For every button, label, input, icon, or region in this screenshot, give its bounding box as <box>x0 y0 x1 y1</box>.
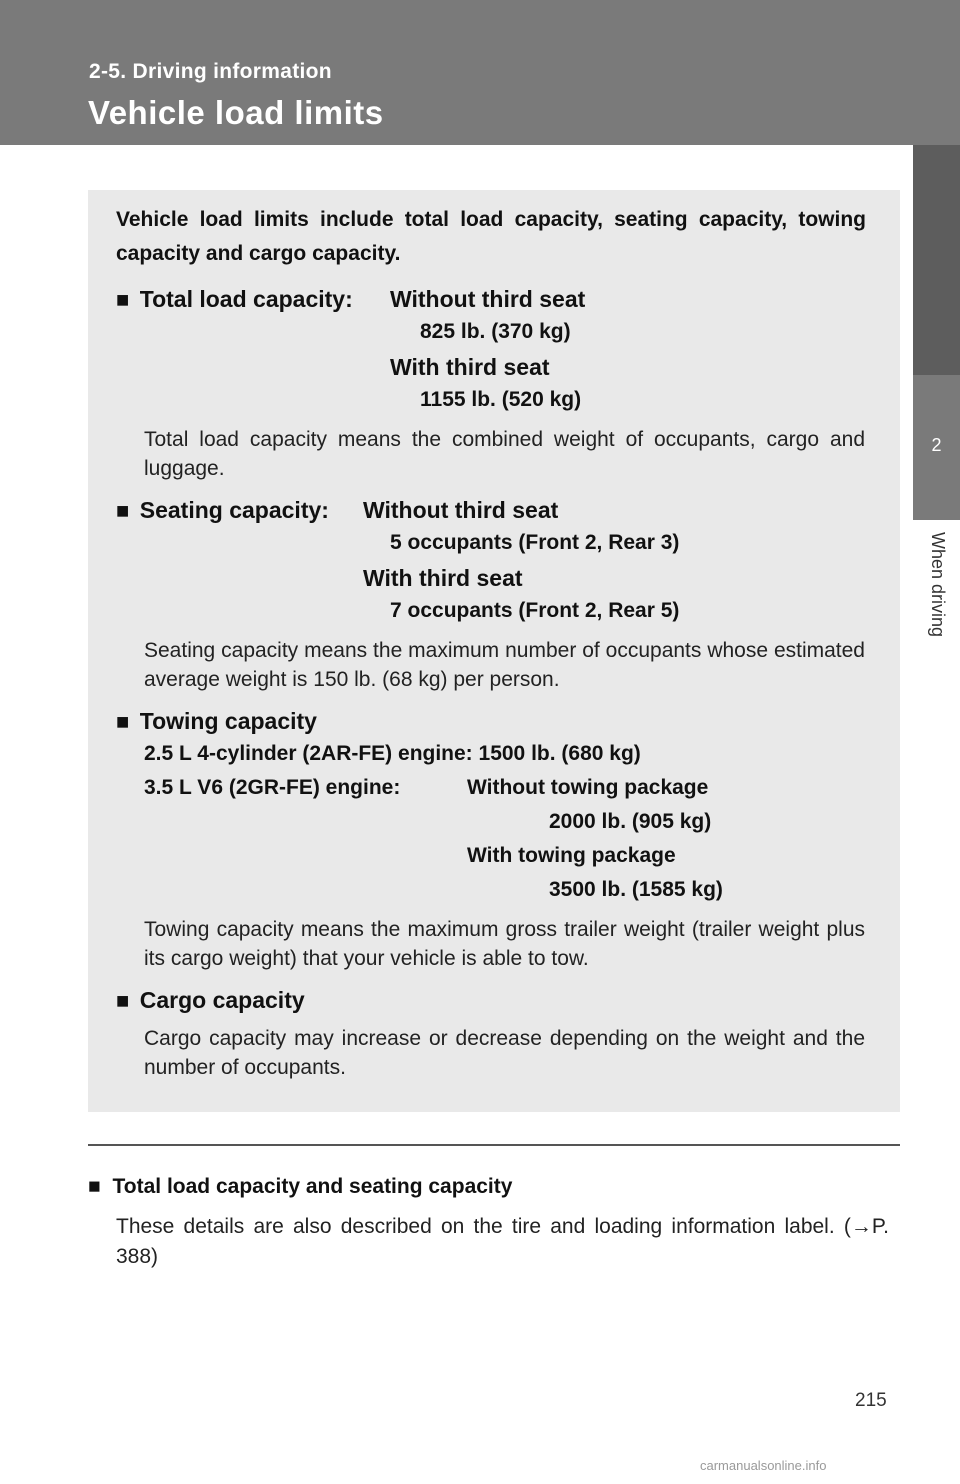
section-label: 2-5. Driving information <box>89 60 332 83</box>
seating-opt2-value: 7 occupants (Front 2, Rear 5) <box>390 599 680 622</box>
cargo-item <box>116 987 305 1014</box>
bullet-square-icon: ■ <box>116 287 130 312</box>
seating-opt1-value: 5 occupants (Front 2, Rear 3) <box>390 531 680 554</box>
side-tab-top <box>913 145 960 375</box>
total-load-desc: Total load capacity means the combined weight of occupants, cargo and luggage. <box>144 428 865 480</box>
note-heading: Total load capacity and seating capacity <box>112 1175 513 1198</box>
cargo-heading: Cargo capacity <box>139 987 305 1013</box>
towing-item <box>116 708 317 735</box>
towing-line-2ar: 2.5 L 4-cylinder (2AR-FE) engine: 1500 lb. (680 kg) <box>144 742 641 765</box>
total-load-opt2-label: With third seat <box>390 354 550 380</box>
total-load-item <box>116 286 353 313</box>
watermark: carmanualsonline.info <box>700 1458 827 1473</box>
note-heading-row <box>88 1175 512 1199</box>
towing-opt1-label: Without towing package <box>467 776 709 799</box>
intro-text: Vehicle load limits include total load capacity, seating capacity, towing capacity and cargo capacity. <box>116 208 866 265</box>
bullet-square-icon: ■ <box>116 498 130 523</box>
page-title: Vehicle load limits <box>88 94 384 131</box>
chapter-label: When driving <box>927 532 948 638</box>
towing-heading: Towing capacity <box>139 708 317 734</box>
divider <box>88 1144 900 1146</box>
bullet-square-icon: ■ <box>116 709 130 734</box>
towing-opt2-label: With towing package <box>467 844 676 867</box>
total-load-opt1-label: Without third seat <box>390 286 586 312</box>
total-load-opt2-value: 1155 lb. (520 kg) <box>420 388 582 411</box>
bullet-square-icon: ■ <box>116 988 130 1013</box>
chapter-label-tab <box>913 520 960 680</box>
note-body: These details are also described on the tire and loading information label. (→P. 388) <box>116 1215 889 1268</box>
seating-opt2-label: With third seat <box>363 565 523 591</box>
cargo-desc: Cargo capacity may increase or decrease depending on the weight and the number of occupants. <box>144 1027 865 1079</box>
total-load-heading: Total load capacity: <box>139 286 353 312</box>
towing-opt2-value: 3500 lb. (1585 kg) <box>549 878 723 901</box>
towing-engine-2gr: 3.5 L V6 (2GR-FE) engine: <box>144 776 401 799</box>
bullet-square-icon: ■ <box>88 1175 101 1198</box>
seating-desc: Seating capacity means the maximum number of occupants whose estimated average weight is 150 lb. (68 kg) per person. <box>144 639 865 691</box>
total-load-opt1-value: 825 lb. (370 kg) <box>420 320 571 343</box>
towing-opt1-value: 2000 lb. (905 kg) <box>549 810 712 833</box>
seating-heading: Seating capacity: <box>139 497 329 523</box>
towing-desc: Towing capacity means the maximum gross trailer weight (trailer weight plus its cargo weight) that your vehicle is able to tow. <box>144 918 865 970</box>
page-number: 215 <box>855 1390 887 1411</box>
seating-opt1-label: Without third seat <box>363 497 559 523</box>
seating-item <box>116 497 329 524</box>
chapter-number-tab: 2 <box>913 375 960 520</box>
